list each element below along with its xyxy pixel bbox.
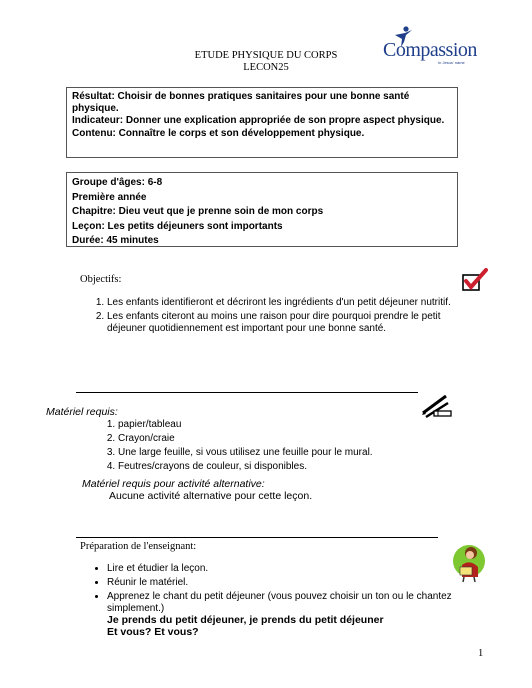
checkbox-check-icon [462,268,488,292]
list-item: 4. Feutres/crayons de couleur, si disponibles. [118,461,478,473]
materials-label: Matériel requis: [46,406,118,418]
section-divider [76,392,418,393]
materials-list [103,419,478,475]
logo-name: Compassion [383,39,477,61]
section-divider [76,537,438,538]
logo-tagline: In Jesus' name [438,60,465,65]
standards-box [66,87,458,158]
list-item: 1. Les enfants identifieront et décriront les ingrédients d'un petit déjeuner nutritif. [107,297,467,309]
preparation-label: Préparation de l'enseignant: [80,541,197,552]
preparation-list [90,563,477,617]
list-item: 2. Crayon/craie [118,433,478,445]
contenu-text: Contenu: Connaître le corps et son développement physique. [72,127,365,139]
page-title [150,50,382,74]
list-item: • Lire et étudier la leçon. [107,563,477,575]
duration-text: Durée: 45 minutes [72,235,159,246]
list-item: 2. Les enfants citeront au moins une raison pour dire pourquoi prendre le petit déjeuner quotidiennement est important pour une bonne santé. [107,311,467,335]
objectives-label: Objectifs: [80,274,122,285]
objectives-list [92,297,467,337]
grade-text: Première année [72,191,147,203]
list-item: 1. papier/tableau [118,419,478,431]
list-item: • Réunir le matériel. [107,577,477,589]
chapter-text: Chapitre: Dieu veut que je prenne soin de mon corps [72,206,324,217]
age-group-text: Groupe d'âges: 6-8 [72,177,163,188]
lesson-info-box [66,172,458,247]
title-line-2: LECON25 [243,62,289,73]
lesson-text: Leçon: Les petits déjeuners sont importants [72,220,283,232]
pencil-supplies-icon [420,393,454,419]
compassion-logo [378,26,478,70]
resultat-text: Résultat: Choisir de bonnes pratiques sanitaires pour une bonne santé physique. [72,91,410,115]
list-item: • Apprenez le chant du petit déjeuner (vous pouvez choisir un ton ou le chantez simplement.) [107,591,477,615]
title-line-1: ETUDE PHYSIQUE DU CORPS [194,50,338,61]
song-line-2: Et vous? Et vous? [107,626,199,638]
song-line-1: Je prends du petit déjeuner, je prends du petit déjeuner [107,614,384,626]
page-number: 1 [478,648,484,659]
list-item: 3. Une large feuille, si vous utilisez une feuille pour le mural. [118,447,478,459]
alternative-text: Aucune activité alternative pour cette leçon. [109,490,313,502]
indicateur-text: Indicateur: Donner une explication appropriée de son propre aspect physique. [72,115,445,127]
alternative-materials-label: Matériel requis pour activité alternative: [82,478,265,490]
